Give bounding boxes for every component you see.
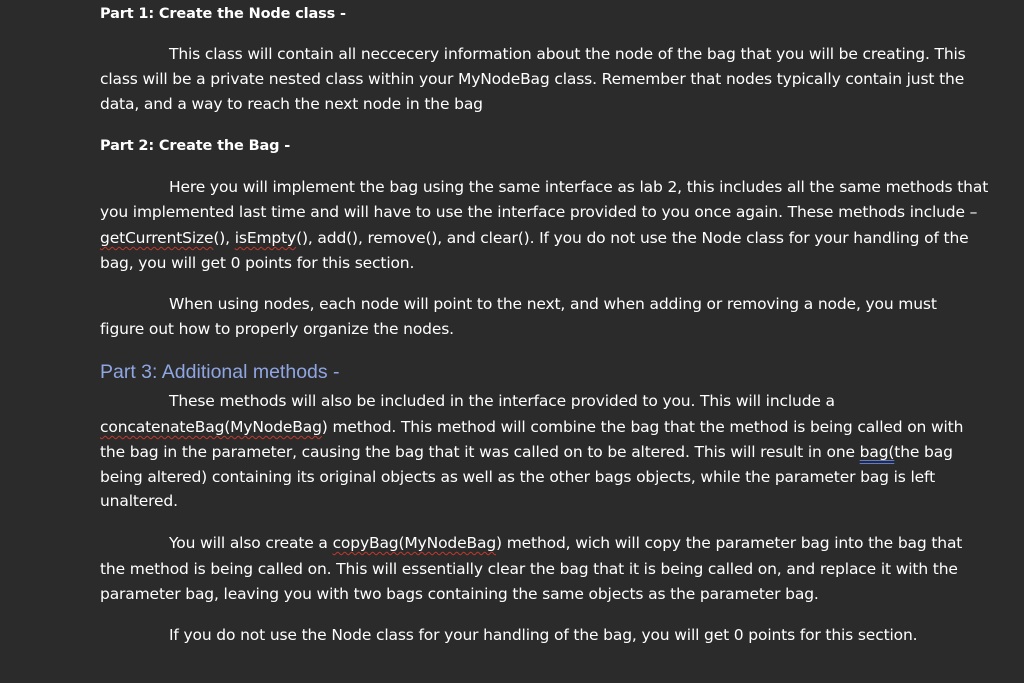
part2-para1-line-3: [100, 228, 969, 248]
part3-para1-line-3-tail: the bag: [894, 443, 953, 461]
part3-para2-line-2: the method is being called on. This will essentially clear the bag that it is being called on, and replace it with the: [100, 560, 958, 578]
part3-para1-line-2: [100, 417, 963, 437]
part3-heading: Part 3: Additional methods -: [100, 361, 340, 383]
part3-para3: If you do not use the Node class for your handling of the bag, you will get 0 points for this section.: [169, 626, 918, 644]
part1-line-3: data, and a way to reach the next node in the bag: [100, 95, 483, 113]
part3-para2-line-1: [169, 533, 962, 553]
part3-para2-line-1-head: You will also create a: [169, 534, 333, 552]
method-concatenatebag-tail: ) method. This method will combine the bag that the method is being called on with: [321, 418, 964, 436]
method-list-tail: (), add(), remove(), and clear(). If you do not use the Node class for your handling of the: [296, 229, 969, 247]
part2-para2-line-1: When using nodes, each node will point to the next, and when adding or removing a node, you must: [169, 295, 937, 313]
part2-heading: Part 2: Create the Bag -: [100, 138, 291, 154]
method-copybag: copyBag(MyNodeBag: [332, 534, 497, 552]
part3-para1-line-3: [100, 442, 953, 462]
part2-para2-line-2: figure out how to properly organize the nodes.: [100, 320, 454, 338]
grammar-flag-bag: bag(: [859, 443, 895, 461]
part2-para1-line-2: you implemented last time and will have to use the interface provided to you once again. These methods include –: [100, 203, 978, 221]
part1-line-1: This class will contain all neccecery information about the node of the bag that you will be creating. This: [169, 45, 966, 63]
part1-line-2: class will be a private nested class within your MyNodeBag class. Remember that nodes typically contain just the: [100, 70, 965, 88]
part3-para1-line-4: being altered) containing its original objects as well as the other bags objects, while the parameter bag is left: [100, 468, 935, 486]
part3-para1-line-1: These methods will also be included in the interface provided to you. This will include a: [169, 392, 835, 410]
part3-para1-line-5: unaltered.: [100, 492, 178, 510]
part2-para1-line-1: Here you will implement the bag using the same interface as lab 2, this includes all the same methods that: [169, 178, 989, 196]
method-getcurrentsize-tail: (),: [213, 229, 235, 247]
part2-para1-line-4: bag, you will get 0 points for this section.: [100, 254, 415, 272]
part3-para1-line-3-head: the bag in the parameter, causing the bag that it was called on to be altered. This will result in one: [100, 443, 860, 461]
part3-para2-line-3: parameter bag, leaving you with two bags containing the same objects as the parameter bag.: [100, 585, 819, 603]
method-copybag-tail: ) method, wich will copy the parameter bag into the bag that: [496, 534, 963, 552]
method-getcurrentsize: getCurrentSize: [100, 229, 214, 247]
method-isempty: isEmpty: [234, 229, 297, 247]
part1-heading: Part 1: Create the Node class -: [100, 6, 346, 22]
method-concatenatebag: concatenateBag(MyNodeBag: [100, 418, 322, 436]
